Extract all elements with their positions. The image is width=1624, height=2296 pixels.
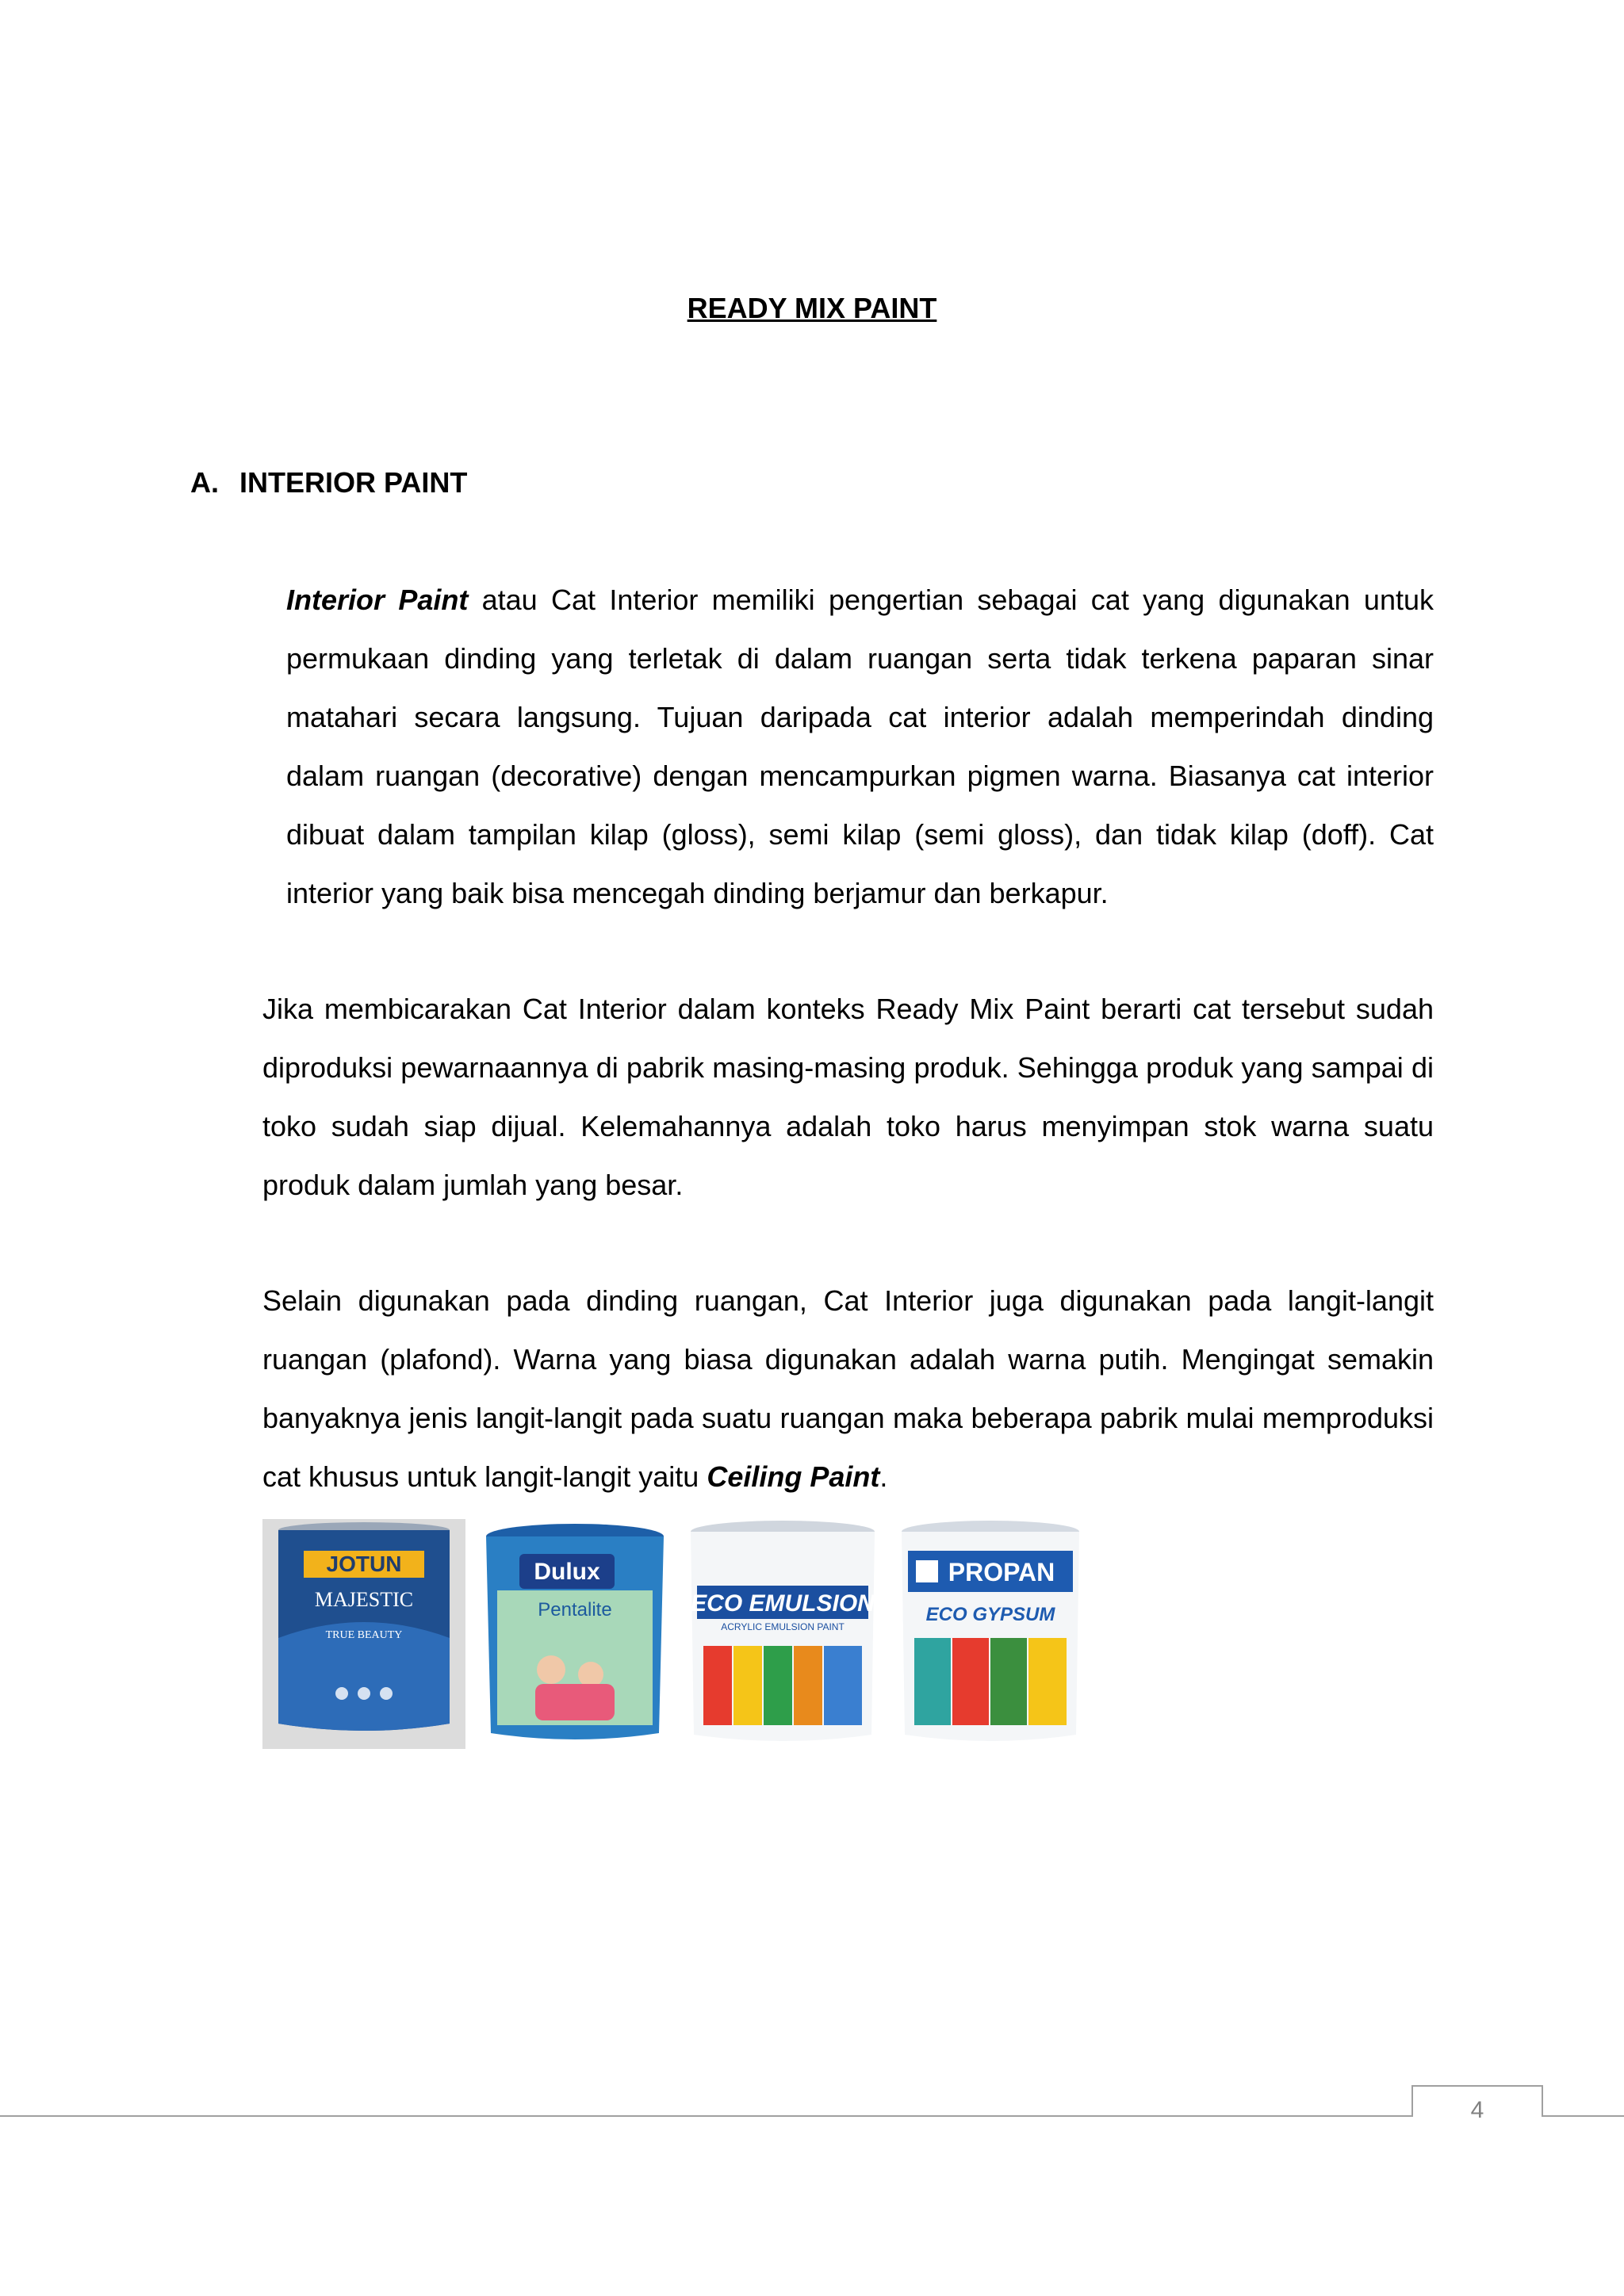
product-eco-emulsion <box>684 1519 881 1749</box>
paragraph-interior-definition <box>286 571 1434 923</box>
product-propan-eco-gypsum <box>895 1519 1086 1749</box>
jotun-product-name: MAJESTIC <box>314 1588 414 1611</box>
section-number: A. <box>190 466 219 499</box>
paragraph-ready-mix-context: Jika membicarakan Cat Interior dalam konteks Ready Mix Paint berarti cat tersebut sudah diproduksi pewarnaannya di pabrik masing-masing produk. Sehingga produk yang sampai di toko sudah siap dijual. Kelemahannya adalah toko harus menyimpan stok warna suatu produk dalam jumlah yang besar. <box>262 993 1434 1201</box>
paragraph-ceiling-paint <box>262 1272 1434 1506</box>
term-interior-paint: Interior Paint <box>286 584 469 616</box>
product-images <box>262 1519 1086 1749</box>
eco-emulsion-subtitle: ACRYLIC EMULSION PAINT <box>721 1621 845 1632</box>
paragraph-3-text: Selain digunakan pada dinding ruangan, Cat Interior juga digunakan pada langit-langit ruangan (plafond). Warna yang biasa digunakan adalah warna putih. Mengingat semakin banyaknya jenis langit-langit pada suatu ruangan maka beberapa pabrik mulai memproduksi cat khusus untuk langit-langit yaitu <box>262 1284 1434 1493</box>
propan-product-name: ECO GYPSUM <box>925 1604 1055 1625</box>
product-jotun-majestic <box>262 1519 465 1749</box>
page-number: 4 <box>1411 2085 1543 2117</box>
jotun-tagline: TRUE BEAUTY <box>325 1629 403 1641</box>
dulux-brand: Dulux <box>534 1559 600 1585</box>
term-ceiling-paint: Ceiling Paint <box>707 1460 880 1493</box>
product-dulux-pentalite <box>480 1519 670 1749</box>
eco-emulsion-brand: ECO EMULSION <box>691 1590 875 1617</box>
section-title: INTERIOR PAINT <box>239 466 468 499</box>
document-title: READY MIX PAINT <box>687 292 937 324</box>
jotun-brand: JOTUN <box>326 1552 402 1576</box>
propan-brand: PROPAN <box>948 1558 1055 1586</box>
section-heading <box>190 466 467 499</box>
footer-divider <box>0 2115 1624 2117</box>
paragraph-3-tail: . <box>879 1460 888 1493</box>
dulux-product-name: Pentalite <box>538 1599 612 1621</box>
paragraph-1-text: atau Cat Interior memiliki pengertian sebagai cat yang digunakan untuk permukaan dinding yang terletak di dalam ruangan serta tidak terkena paparan sinar matahari secara langsung. Tujuan daripada cat interior adalah memperindah dinding dalam ruangan (decorative) dengan mencampurkan pigmen warna. Biasanya cat interior dibuat dalam tampilan kilap (gloss), semi kilap (semi gloss), dan tidak kilap (doff). Cat interior yang baik bisa mencegah dinding berjamur dan berkapur. <box>286 584 1434 909</box>
